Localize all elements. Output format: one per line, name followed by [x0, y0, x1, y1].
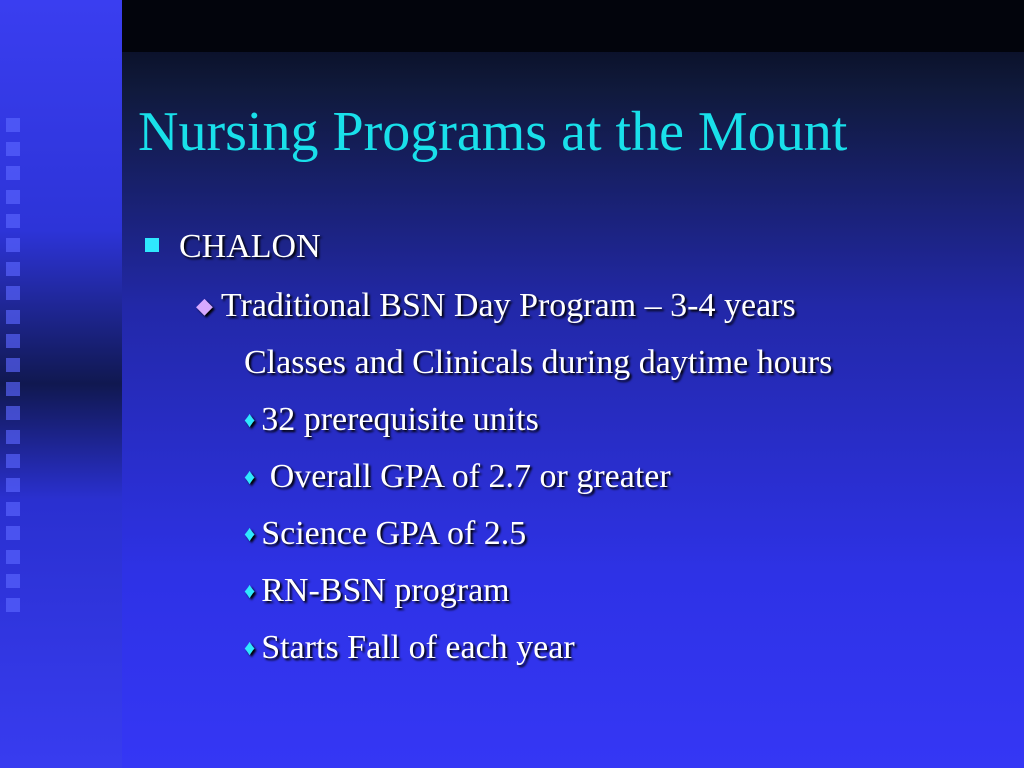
bullet-level1-text: CHALON	[179, 228, 321, 265]
list-item	[244, 572, 510, 610]
list-item	[244, 629, 575, 667]
bullet-level1	[145, 228, 321, 266]
bullet-level2	[196, 287, 796, 325]
list-item	[244, 515, 526, 553]
diamond-bullet-icon: ♦	[244, 464, 256, 489]
diamond-bullet-icon: ♦	[244, 407, 256, 432]
list-item-text: Starts Fall of each year	[261, 629, 575, 666]
slide-title: Nursing Programs at the Mount	[138, 101, 848, 163]
diamond-bullet-icon: ♦	[244, 635, 256, 660]
top-dark-strip	[122, 0, 1024, 52]
list-item-text: Science GPA of 2.5	[261, 515, 527, 552]
list-item-text: Overall GPA of 2.7 or greater	[261, 458, 671, 495]
list-item-text: 32 prerequisite units	[261, 401, 539, 438]
diamond-bullet-icon: ♦	[244, 578, 256, 603]
decorative-square-column	[6, 118, 28, 622]
list-item-text: RN-BSN program	[261, 572, 510, 609]
diamond-bullet-icon: ◆	[196, 293, 213, 318]
square-bullet-icon	[145, 238, 159, 252]
list-item	[244, 401, 539, 439]
left-decorative-bar	[0, 0, 122, 768]
bullet-level2-text: Traditional BSN Day Program – 3-4 years	[220, 287, 796, 324]
diamond-bullet-icon: ♦	[244, 521, 256, 546]
list-item	[244, 458, 671, 496]
continuation-line: Classes and Clinicals during daytime hours	[244, 344, 833, 381]
